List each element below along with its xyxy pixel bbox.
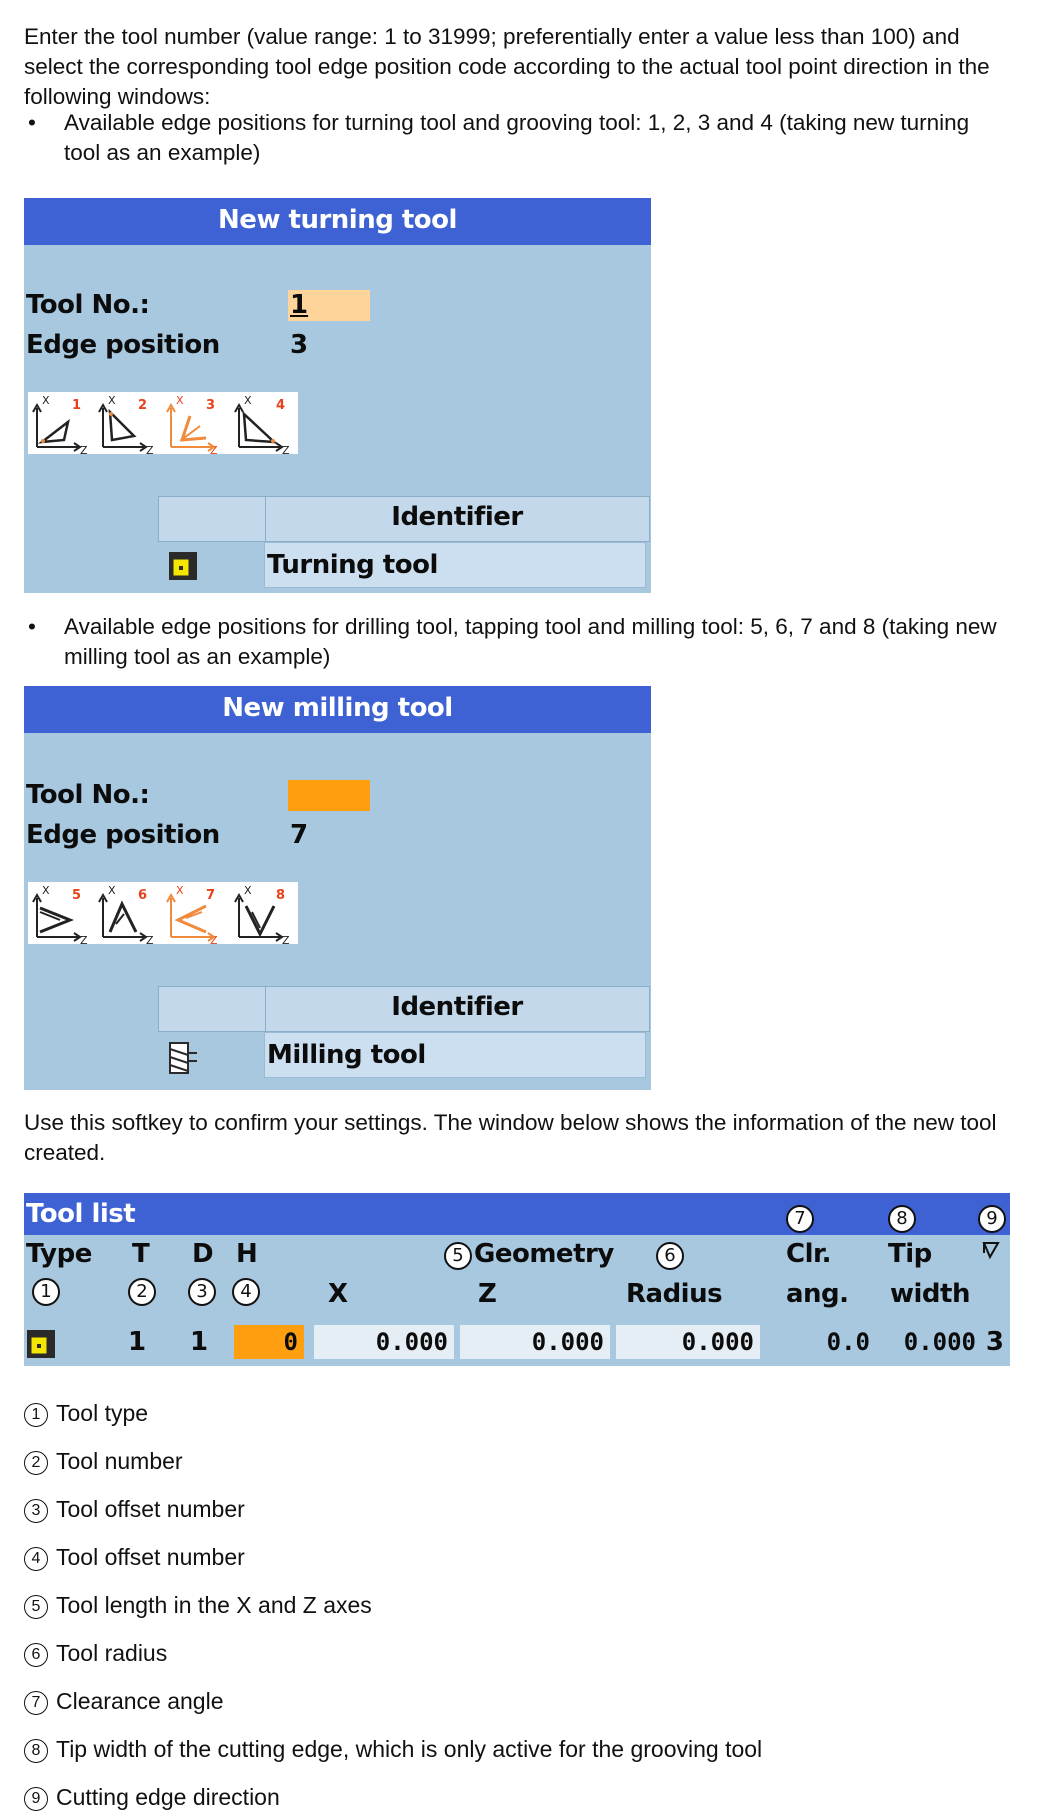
h-number-cell[interactable]: 0 bbox=[234, 1325, 304, 1359]
identifier-header: Identifier bbox=[391, 502, 523, 532]
edge-position-1-icon[interactable] bbox=[28, 392, 94, 454]
legend-item: 2 Tool number bbox=[24, 1446, 183, 1476]
window-title: New turning tool bbox=[24, 198, 651, 245]
edge-position-7-icon[interactable] bbox=[162, 882, 228, 944]
edge-position-6-icon[interactable] bbox=[94, 882, 160, 944]
axis-z-label: Z bbox=[80, 934, 88, 944]
edge-position-5-icon[interactable] bbox=[28, 882, 94, 944]
cutting-direction-cell[interactable]: 3 bbox=[985, 1327, 1004, 1357]
axis-z-label: Z bbox=[210, 934, 218, 944]
header-z: Z bbox=[478, 1279, 497, 1309]
legend-item: 1 Tool type bbox=[24, 1398, 148, 1428]
tool-no-value[interactable]: 1 bbox=[290, 290, 309, 320]
edge-number: 3 bbox=[206, 398, 216, 413]
confirm-paragraph: Use this softkey to confirm your settings. The window below shows the information of the new tool created. bbox=[24, 1110, 997, 1165]
edge-position-icons bbox=[28, 392, 298, 454]
header-t: T bbox=[132, 1239, 150, 1269]
axis-x-label: X bbox=[176, 884, 184, 897]
legend-item: 5 Tool length in the X and Z axes bbox=[24, 1590, 372, 1620]
axis-x-label: X bbox=[244, 394, 252, 407]
turning-tool-icon bbox=[26, 1329, 56, 1359]
tool-list-title-bar bbox=[24, 1193, 1010, 1235]
edge-number: 5 bbox=[72, 888, 82, 903]
header-clr: Clr. bbox=[786, 1239, 831, 1269]
axis-z-label: Z bbox=[146, 444, 154, 454]
identifier-header-row bbox=[158, 986, 650, 1032]
axis-z-label: Z bbox=[282, 934, 290, 944]
legend-item: 3 Tool offset number bbox=[24, 1494, 245, 1524]
edge-position-label: Edge position bbox=[26, 820, 220, 850]
new-turning-tool-window bbox=[24, 198, 651, 593]
axis-x-label: X bbox=[108, 394, 116, 407]
tool-number-cell[interactable]: 1 bbox=[128, 1327, 147, 1357]
new-milling-tool-window bbox=[24, 686, 651, 1090]
axis-x-label: X bbox=[176, 394, 184, 407]
radius-cell[interactable]: 0.000 bbox=[616, 1325, 760, 1359]
identifier-table bbox=[158, 496, 650, 594]
clearance-angle-cell[interactable]: 0.0 bbox=[826, 1328, 870, 1356]
callout-1: 1 bbox=[32, 1278, 60, 1306]
identifier-header: Identifier bbox=[391, 992, 523, 1022]
tool-no-input[interactable] bbox=[288, 780, 370, 811]
identifier-header-row bbox=[158, 496, 650, 542]
window-title: New milling tool bbox=[24, 686, 651, 733]
geometry-z-cell[interactable]: 0.000 bbox=[460, 1325, 610, 1359]
edge-number: 7 bbox=[206, 888, 216, 903]
header-x: X bbox=[328, 1279, 348, 1309]
header-d: D bbox=[192, 1239, 214, 1269]
geometry-x-cell[interactable]: 0.000 bbox=[314, 1325, 454, 1359]
axis-x-label: X bbox=[244, 884, 252, 897]
axis-x-label: X bbox=[42, 394, 50, 407]
header-type: Type bbox=[26, 1239, 92, 1269]
edge-position-value[interactable]: 7 bbox=[290, 820, 309, 850]
legend-item: 6 Tool radius bbox=[24, 1638, 167, 1668]
tool-list-title: Tool list bbox=[26, 1199, 136, 1229]
bullet-dot: • bbox=[28, 110, 36, 135]
tool-no-label: Tool No.: bbox=[26, 290, 150, 320]
callout-2: 2 bbox=[128, 1278, 156, 1306]
intro-paragraph: Enter the tool number (value range: 1 to 31999; preferentially enter a value less than 100) and select the corresponding tool edge position code according to the actual tool point direction in the following windows: bbox=[24, 24, 990, 109]
callout-8: 8 bbox=[888, 1205, 916, 1233]
d-number-cell[interactable]: 1 bbox=[190, 1327, 209, 1357]
legend-item: 4 Tool offset number bbox=[24, 1542, 245, 1572]
callout-9: 9 bbox=[978, 1205, 1006, 1233]
identifier-value[interactable]: Turning tool bbox=[264, 542, 646, 588]
tool-list-window bbox=[24, 1193, 1010, 1366]
bullet-dot: • bbox=[28, 614, 36, 639]
tip-width-cell[interactable]: 0.000 bbox=[903, 1328, 976, 1356]
edge-position-3-icon[interactable] bbox=[162, 392, 228, 454]
edge-position-4-icon[interactable] bbox=[230, 392, 296, 454]
identifier-row[interactable] bbox=[158, 1032, 648, 1080]
edge-position-value[interactable]: 3 bbox=[290, 330, 309, 360]
identifier-value[interactable]: Milling tool bbox=[264, 1032, 646, 1078]
header-radius: Radius bbox=[626, 1279, 723, 1309]
header-h: H bbox=[236, 1239, 258, 1269]
edge-position-8-icon[interactable] bbox=[230, 882, 296, 944]
edge-number: 6 bbox=[138, 888, 148, 903]
callout-7: 7 bbox=[786, 1205, 814, 1233]
edge-number: 4 bbox=[276, 398, 286, 413]
callout-6: 6 bbox=[656, 1242, 684, 1270]
edge-position-icons bbox=[28, 882, 298, 944]
callout-3: 3 bbox=[188, 1278, 216, 1306]
edge-number: 2 bbox=[138, 398, 148, 413]
bullet-text: Available edge positions for drilling tool, tapping tool and milling tool: 5, 6, 7 and 8 (taking new milling tool as an example) bbox=[64, 614, 997, 669]
header-geometry: Geometry bbox=[474, 1239, 614, 1269]
axis-z-label: Z bbox=[80, 444, 88, 454]
edge-position-label: Edge position bbox=[26, 330, 220, 360]
axis-z-label: Z bbox=[282, 444, 290, 454]
callout-4: 4 bbox=[232, 1278, 260, 1306]
header-ang: ang. bbox=[786, 1279, 849, 1309]
cutting-edge-direction-icon bbox=[980, 1239, 1004, 1263]
identifier-table bbox=[158, 986, 650, 1084]
legend-item: 7 Clearance angle bbox=[24, 1686, 224, 1716]
edge-number: 8 bbox=[276, 888, 286, 903]
callout-5: 5 bbox=[444, 1242, 472, 1270]
identifier-row[interactable] bbox=[158, 542, 648, 590]
axis-x-label: X bbox=[108, 884, 116, 897]
tool-no-label: Tool No.: bbox=[26, 780, 150, 810]
edge-number: 1 bbox=[72, 398, 82, 413]
bullet-text: Available edge positions for turning tool and grooving tool: 1, 2, 3 and 4 (taking new turning tool as an example) bbox=[64, 110, 970, 165]
milling-tool-icon bbox=[168, 1041, 198, 1071]
edge-position-2-icon[interactable] bbox=[94, 392, 160, 454]
legend-item: 8 Tip width of the cutting edge, which is only active for the grooving tool bbox=[24, 1734, 762, 1764]
turning-tool-icon bbox=[168, 551, 198, 581]
legend-item: 9 Cutting edge direction bbox=[24, 1782, 280, 1812]
header-width: width bbox=[890, 1279, 970, 1309]
header-tip: Tip bbox=[888, 1239, 932, 1269]
axis-x-label: X bbox=[42, 884, 50, 897]
axis-z-label: Z bbox=[146, 934, 154, 944]
axis-z-label: Z bbox=[210, 444, 218, 454]
